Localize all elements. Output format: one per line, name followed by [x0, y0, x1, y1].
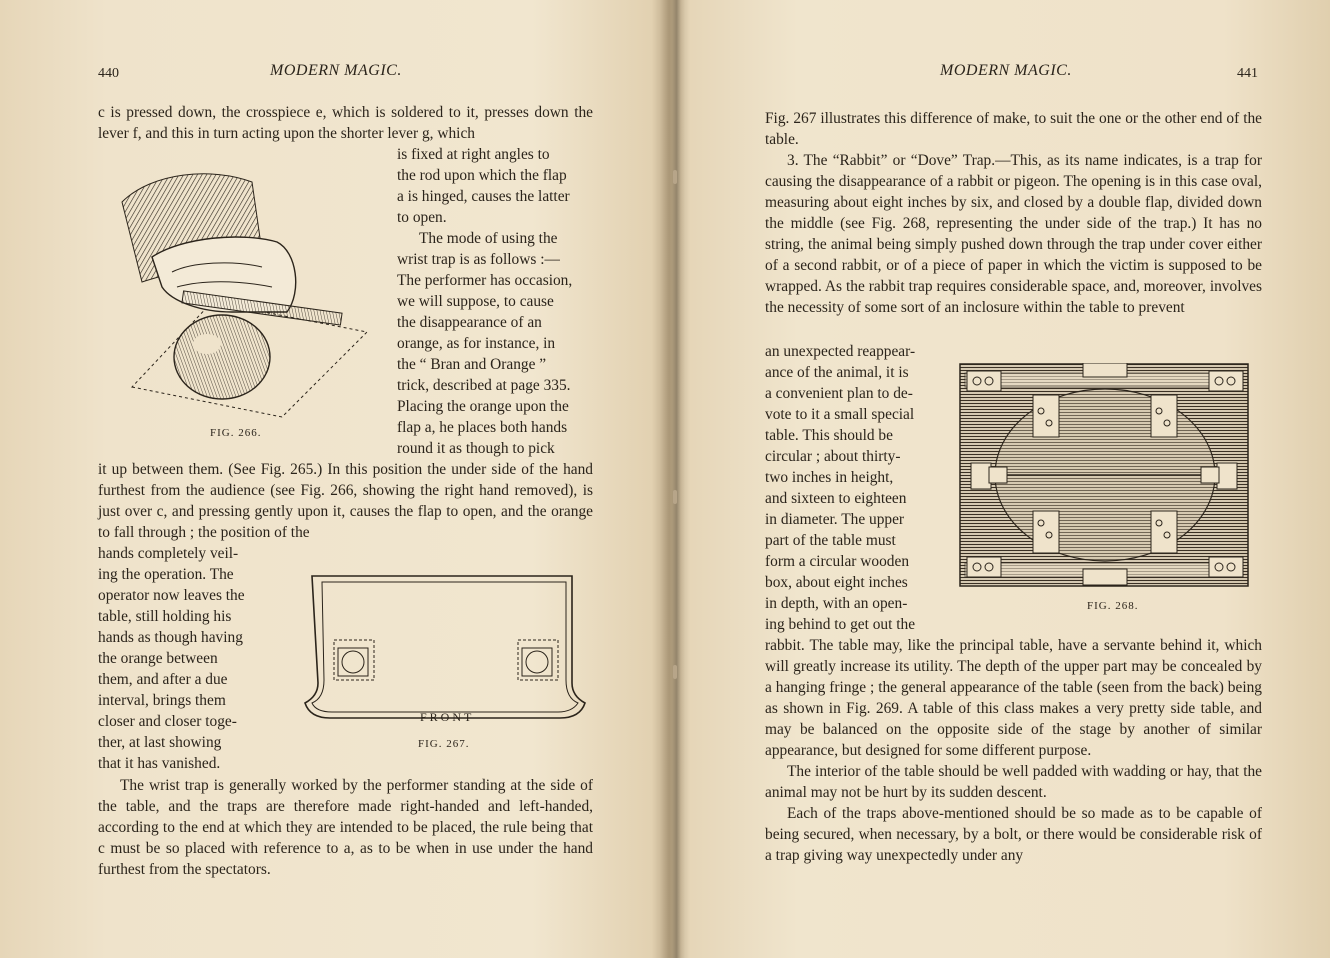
- figure-caption: FIG. 266.: [210, 427, 262, 439]
- line: an unexpected reappear-: [765, 343, 916, 360]
- paragraph: [98, 459, 593, 543]
- line: ing the operation. The: [98, 566, 234, 583]
- figure-caption: FIG. 268.: [1087, 600, 1139, 612]
- paragraph-text: 3. The “Rabbit” or “Dove” Trap.—This, as its name indicates, is a trap for causing the disappearance of a rabbit or pigeon. The opening is in this case oval, measuring about eight inches by six, and closed by a double flap, divided down the middle (see Fig. 268, representing the under side of the trap.) It has no string, the animal being simply pushed down through the trap under cover either of a second rabbit, or of a piece of paper in which the victim is supposed to be wrapped. As the rabbit trap requires considerable space, and, moreover, involves the necessity of some sort of an inclosure within the table to prevent: [765, 152, 1262, 316]
- line: table. This should be: [765, 427, 893, 444]
- figure-267-trap-diagram: [300, 568, 590, 728]
- line: round it as though to pick: [397, 440, 555, 457]
- line: ther, at last showing: [98, 734, 222, 751]
- line: vote to it a small special: [765, 406, 915, 423]
- line: wrist trap is as follows :—: [397, 251, 560, 268]
- line: The mode of using the: [419, 230, 558, 247]
- figure-label-front: FRONT: [420, 710, 475, 724]
- line: closer and closer toge-: [98, 713, 237, 730]
- paragraph-text: Each of the traps above-mentioned should be so made as to be capable of being secured, when necessary, by a bolt, or there would be considerable risk of a trap giving way unexpectedly under any: [765, 805, 1262, 864]
- line: hands completely veil-: [98, 545, 239, 562]
- line: in diameter. The upper: [765, 511, 905, 528]
- figure-266-hand-orange-illustration: [112, 162, 382, 427]
- paragraph-text: rabbit. The table may, like the principal table, have a servante behind it, which will greatly increase its utility. The depth of the upper part may be concealed by a hanging fringe ; the general appearance of the table (seen from the back) being as shown in Fig. 269. A table of this class makes a very pretty side table, and may be balanced on the opposite side of the stage by another of similar appearance, but designed for some different purpose.: [765, 637, 1262, 759]
- line: flap a, he places both hands: [397, 419, 568, 436]
- line: trick, described at page 335.: [397, 377, 571, 394]
- line: a convenient plan to de-: [765, 385, 913, 402]
- line: the orange between: [98, 650, 218, 667]
- line: them, and after a due: [98, 671, 228, 688]
- line: the disappearance of an: [397, 314, 542, 331]
- page-number: 440: [98, 66, 119, 81]
- line: Placing the orange upon the: [397, 398, 569, 415]
- line: and sixteen to eighteen: [765, 490, 907, 507]
- line: hands as though having: [98, 629, 243, 646]
- line: that it has vanished.: [98, 755, 221, 772]
- line: to open.: [397, 209, 447, 226]
- line: in depth, with an open-: [765, 595, 908, 612]
- line: orange, as for instance, in: [397, 335, 556, 352]
- line: two inches in height,: [765, 469, 894, 486]
- line: the “ Bran and Orange ”: [397, 356, 547, 373]
- paragraph-text: it up between them. (See Fig. 265.) In this position the under side of the hand furthest from the audience (see Fig. 266, showing the right hand removed), is just over c, and pressing gently upon it, causes the flap to open, and the orange to fall through ; the position of the: [98, 461, 593, 541]
- narrow-column: [397, 144, 593, 459]
- line: interval, brings them: [98, 692, 226, 709]
- running-head: MODERN MAGIC.: [270, 62, 402, 79]
- paragraph: [98, 775, 593, 880]
- narrow-column: [765, 341, 940, 635]
- right-page: [665, 0, 1330, 958]
- paragraph-text: The interior of the table should be well padded with wadding or hay, that the animal may not be hurt by its sudden descent.: [765, 763, 1262, 801]
- line: a is hinged, causes the latter: [397, 188, 570, 205]
- paragraph-text: c is pressed down, the crosspiece e, which is soldered to it, presses down the lever f, and this in turn acting upon the shorter lever g, which: [98, 104, 593, 142]
- page-number: 441: [1237, 66, 1258, 81]
- paragraph: [765, 108, 1262, 318]
- line: part of the table must: [765, 532, 896, 549]
- line: circular ; about thirty-: [765, 448, 901, 465]
- paragraph: [98, 102, 593, 144]
- line: ance of the animal, it is: [765, 364, 909, 381]
- narrow-column: [98, 543, 273, 774]
- paragraph-text: Fig. 267 illustrates this difference of make, to suit the one or the other end of the table.: [765, 110, 1262, 148]
- figure-268-rabbit-trap-underside: [959, 363, 1251, 589]
- figure-caption: FIG. 267.: [418, 738, 470, 750]
- paragraph-text: The wrist trap is generally worked by the performer standing at the side of the table, and the traps are therefore made right-handed and left-handed, according to the end at which they are intended to be placed, the rule being that c must be so placed with reference to a, as to be when in use under the hand furthest from the spectators.: [98, 777, 593, 878]
- line: form a circular wooden: [765, 553, 910, 570]
- line: The performer has occasion,: [397, 272, 573, 289]
- running-head: MODERN MAGIC.: [940, 62, 1072, 79]
- line: box, about eight inches: [765, 574, 908, 591]
- line: ing behind to get out the: [765, 616, 916, 633]
- line: we will suppose, to cause: [397, 293, 554, 310]
- line: the rod upon which the flap: [397, 167, 567, 184]
- line: table, still holding his: [98, 608, 232, 625]
- paragraph: [765, 635, 1262, 866]
- line: is fixed at right angles to: [397, 146, 550, 163]
- line: operator now leaves the: [98, 587, 245, 604]
